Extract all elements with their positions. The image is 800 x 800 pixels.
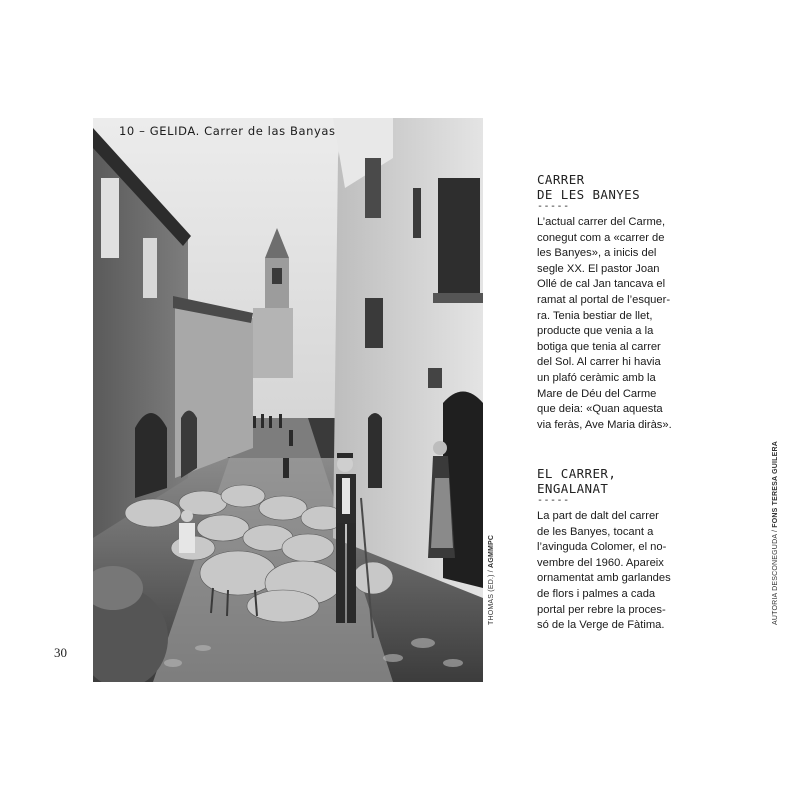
side-credit bbox=[772, 441, 779, 625]
section-separator: ----- bbox=[537, 201, 570, 212]
section-body: La part de dalt del carrer de les Banyes, tocant a l’avinguda Colomer, el no- vembre del 1960. Apareix ornamentat amb garlandes de flors i palmes a cada portal per rebre la proces- só de la Verge de Fàtima. bbox=[537, 510, 671, 632]
section-title-line1: EL CARRER, bbox=[537, 466, 617, 481]
photo-caption: 10 – GELIDA. Carrer de las Banyas bbox=[119, 124, 336, 138]
section-carrer-de-les-banyes bbox=[537, 172, 677, 433]
section-title-line1: CARRER bbox=[537, 172, 585, 187]
street-photo-illustration bbox=[93, 118, 483, 682]
section-body: L’actual carrer del Carme, conegut com a «carrer de les Banyes», a inicis del segle XX. El pastor Joan Ollé de cal Jan tancava el ramat al portal de l’esquer- ra. Tenia bestiar de llet, producte que venia a la botiga que tenia al carrer del Sol. Al carrer hi havia un plafó ceràmic amb la Mare de Déu del Carme que deia: «Quan aquesta via feràs, Ave Maria diràs». bbox=[537, 216, 672, 431]
historic-street-photo bbox=[93, 118, 483, 682]
page-number: 30 bbox=[54, 645, 67, 660]
side-credit-author: AUTORIA DESCONEGUDA / bbox=[772, 527, 779, 625]
section-title-line2: ENGALANAT bbox=[537, 481, 609, 496]
section-el-carrer-engalanat bbox=[537, 466, 677, 634]
photo-credit-author: THOMAS (ED.) / bbox=[488, 567, 495, 625]
section-title-line2: DE LES BANYES bbox=[537, 187, 641, 202]
side-credit-archive: FONS TERESA GUILERA bbox=[772, 440, 779, 528]
photo-credit-archive: AGMMPC bbox=[488, 534, 495, 568]
section-separator: ----- bbox=[537, 495, 570, 506]
photo-credit bbox=[488, 535, 495, 625]
